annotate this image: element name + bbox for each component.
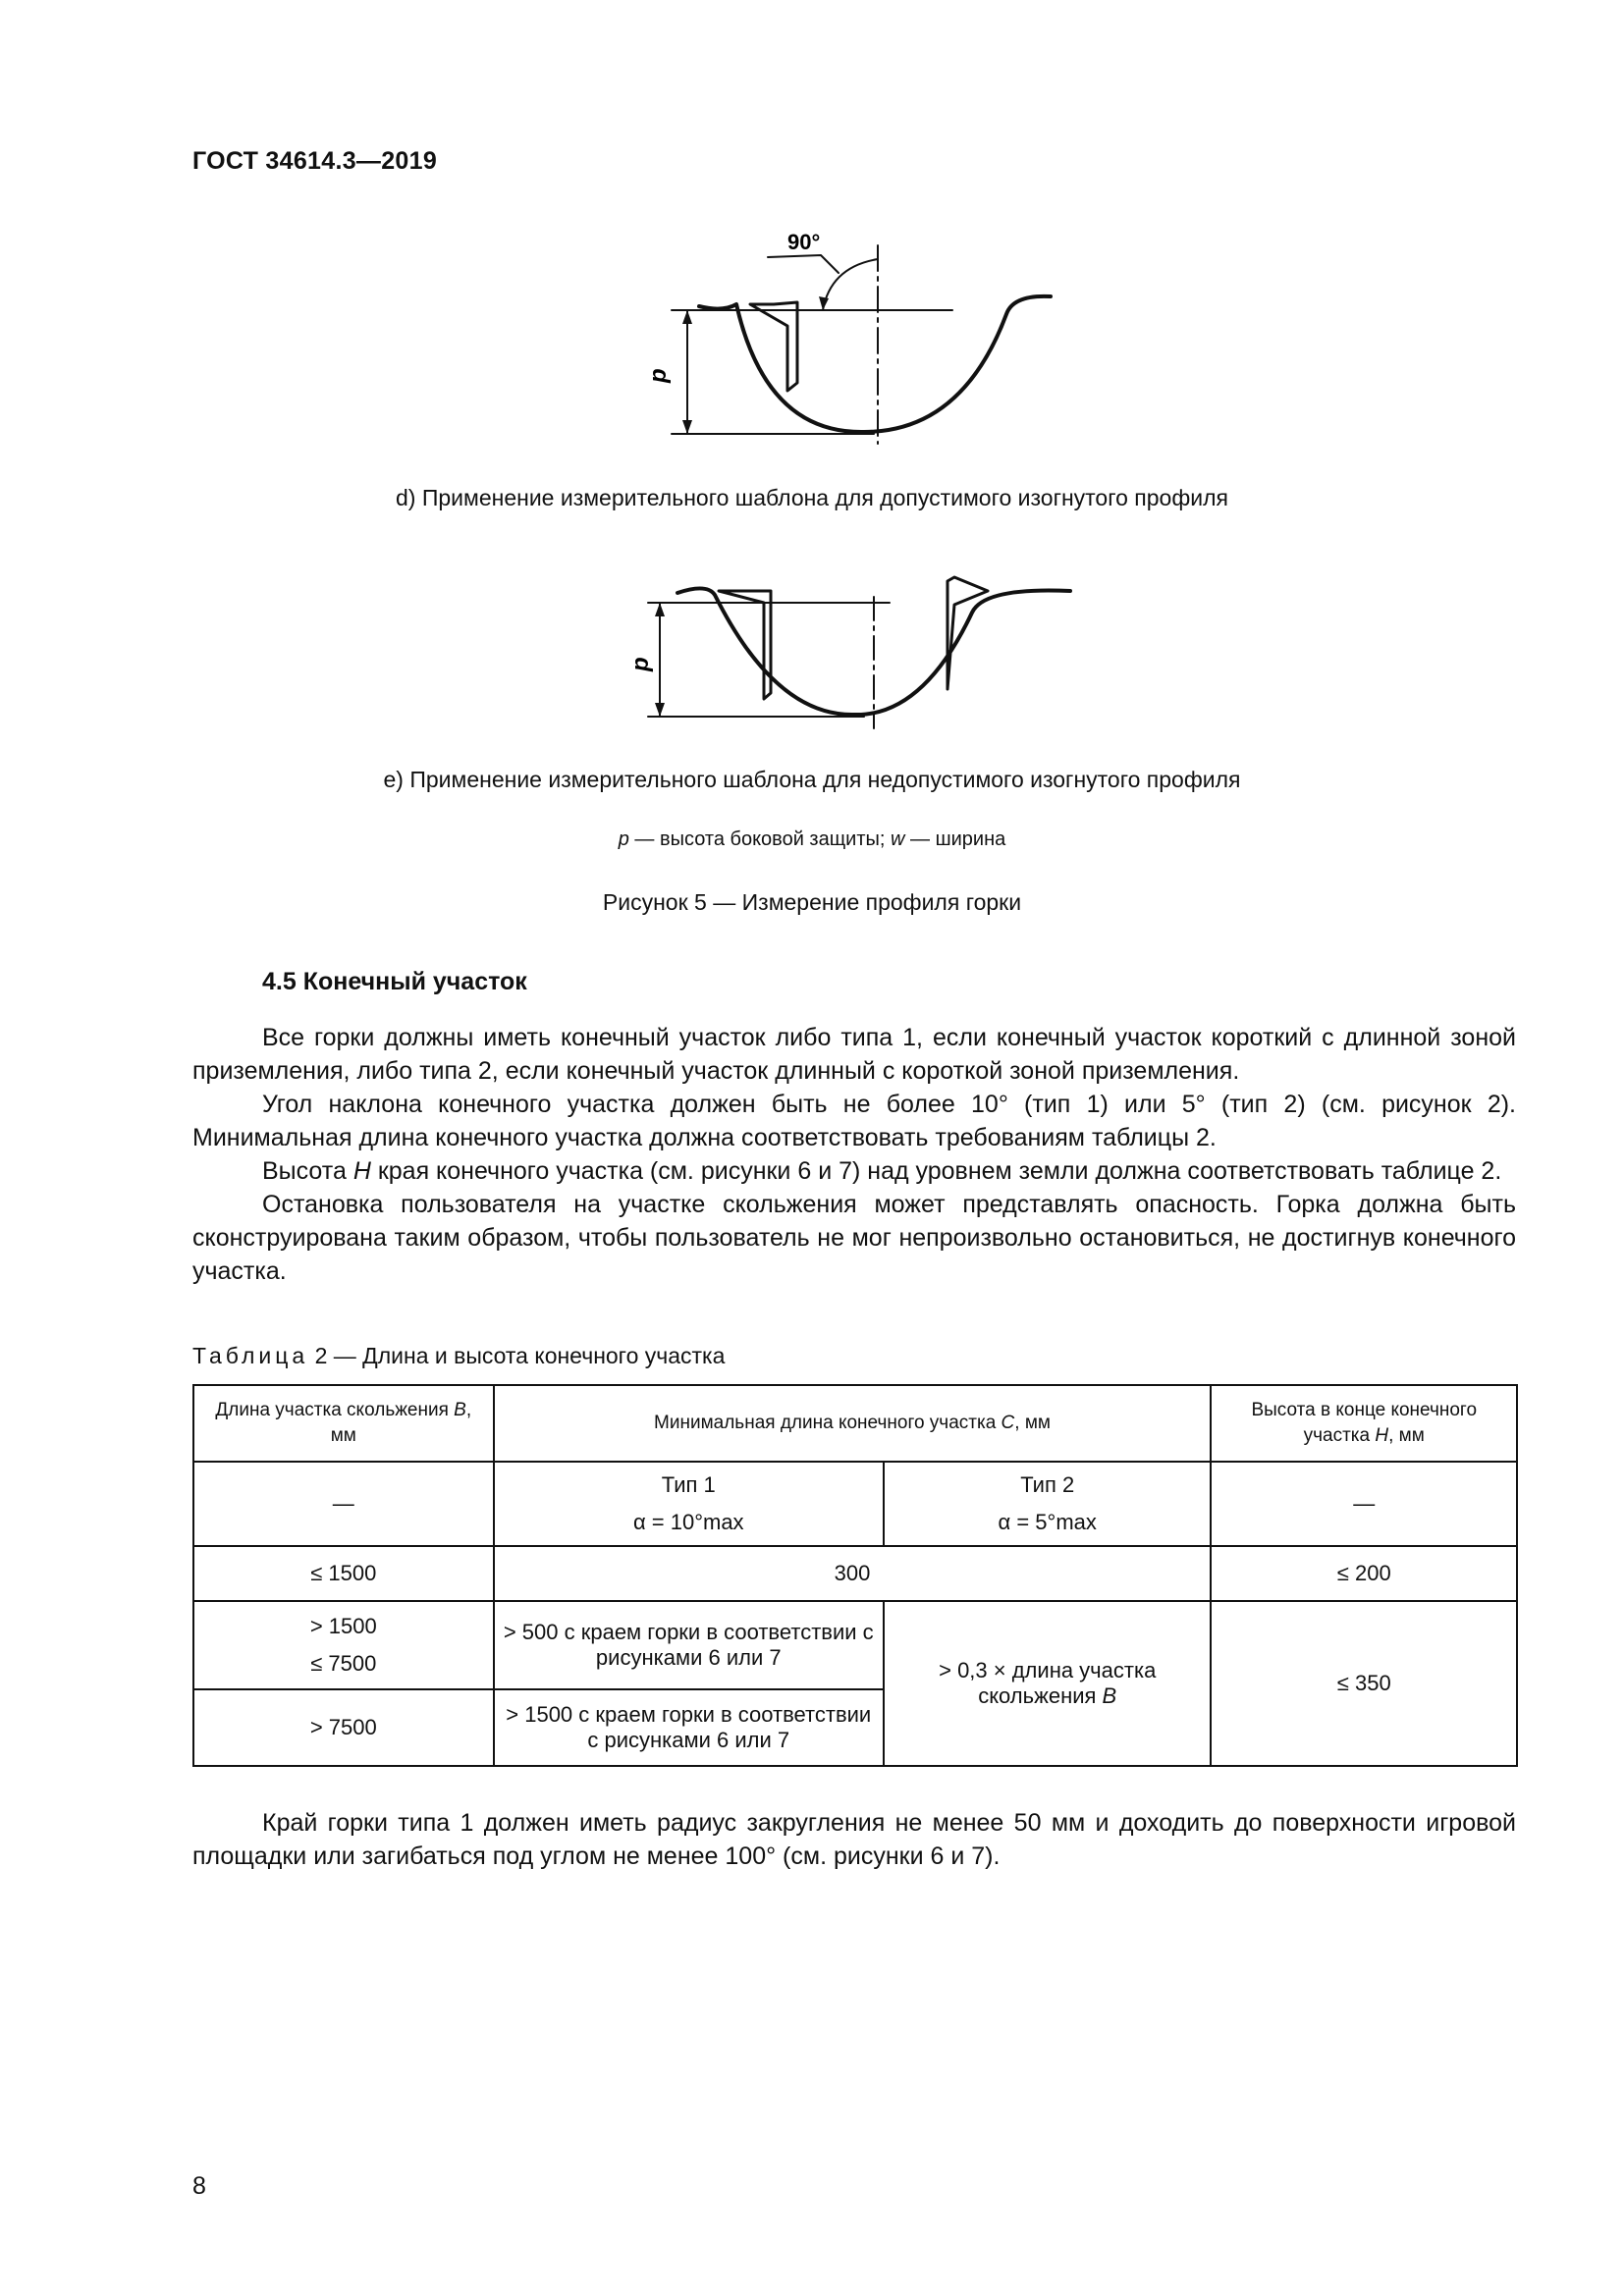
table-cell: — <box>1211 1462 1517 1546</box>
figure-e-drawing <box>609 569 1080 746</box>
paragraph: Угол наклона конечного участка должен быть не более 10° (тип 1) или 5° (тип 2) (см. рисунок 2). Минимальная длина конечного участка должна соответствовать требованиям таблицы 2. <box>192 1091 1516 1151</box>
table-cell: ≤ 350 <box>1211 1601 1517 1766</box>
section-body <box>192 1021 1516 1288</box>
curved-profile <box>699 296 1051 432</box>
angle-label: 90° <box>787 230 821 254</box>
figure-d-caption: d) Применение измерительного шаблона для допустимого изогнутого профиля <box>396 485 1228 510</box>
table-cell: ≤ 1500 <box>193 1546 494 1601</box>
table-cell: > 0,3 × длина участка скольжения B <box>884 1601 1212 1766</box>
legend-symbol-p: p <box>618 828 629 850</box>
figure-legend <box>0 828 1624 851</box>
table-row <box>193 1546 1517 1601</box>
paragraph: Все горки должны иметь конечный участок либо типа 1, если конечный участок короткий с длинной зоной приземления, либо типа 2, если конечный участок длинный с короткой зоной приземления. <box>192 1024 1516 1085</box>
table-cell-type1: Тип 1 α = 10°max <box>494 1462 884 1546</box>
measuring-template-right <box>947 577 988 689</box>
table-2 <box>192 1384 1518 1767</box>
header-min-length: Минимальная длина конечного участка C, мм <box>494 1385 1212 1462</box>
table-cell: > 500 с краем горки в соответствии с рисунками 6 или 7 <box>494 1601 884 1689</box>
table-row <box>193 1601 1517 1689</box>
legend-text-w: — ширина <box>904 828 1006 850</box>
header-length: Длина участка скольжения B, мм <box>193 1385 494 1462</box>
table-caption-text: 2 — Длина и высота конечного участка <box>308 1343 726 1368</box>
standard-code-header: ГОСТ 34614.3—2019 <box>192 147 438 175</box>
figure-d-drawing <box>628 216 1080 452</box>
table-cell-type2: Тип 2 α = 5°max <box>884 1462 1212 1546</box>
paragraph: Край горки типа 1 должен иметь радиус закругления не менее 50 мм и доходить до поверхности игровой площадки или загибаться под углом не менее 100° (см. рисунки 6 и 7). <box>192 1809 1516 1870</box>
measuring-template <box>750 302 797 391</box>
table-caption <box>192 1343 725 1369</box>
table-subheader-row <box>193 1462 1517 1546</box>
header-height: Высота в конце конечного участка H, мм <box>1211 1385 1517 1462</box>
dimension-label-p: p <box>645 368 672 383</box>
figure-title: Рисунок 5 — Измерение профиля горки <box>602 889 1022 915</box>
angle-leader <box>768 255 839 273</box>
table-cell: — <box>193 1462 494 1546</box>
table-header-row <box>193 1385 1517 1462</box>
paragraph: Остановка пользователя на участке скольжения может представлять опасность. Горка должна быть сконструирована таким образом, чтобы пользователь не мог непроизвольно остановиться, не достигнув конечного участка. <box>192 1191 1516 1285</box>
angle-arrowhead <box>819 296 829 310</box>
paragraph-symbol: H <box>352 1157 371 1185</box>
page-number: 8 <box>192 2172 206 2200</box>
legend-symbol-w: w <box>891 828 905 850</box>
figure-e-caption: e) Применение измерительного шаблона для недопустимого изогнутого профиля <box>383 767 1241 792</box>
paragraph <box>192 1154 1516 1188</box>
table-cell: ≤ 200 <box>1211 1546 1517 1601</box>
table-cell: > 1500 с краем горки в соответствии с рисунками 6 или 7 <box>494 1689 884 1766</box>
paragraph-text: края конечного участка (см. рисунки 6 и 7) над уровнем земли должна соответствовать таблице 2. <box>370 1157 1502 1185</box>
legend-text-p: — высота боковой защиты; <box>628 828 891 850</box>
table-cell: 300 <box>494 1546 1212 1601</box>
section-heading: 4.5 Конечный участок <box>262 968 527 995</box>
paragraph-text: Высота <box>262 1157 353 1185</box>
table-caption-word: Таблица <box>192 1343 309 1368</box>
dimension-label-p: p <box>627 657 654 671</box>
table-cell: > 7500 <box>193 1689 494 1766</box>
closing-text <box>192 1806 1516 1873</box>
table-cell: > 1500 ≤ 7500 <box>193 1601 494 1689</box>
